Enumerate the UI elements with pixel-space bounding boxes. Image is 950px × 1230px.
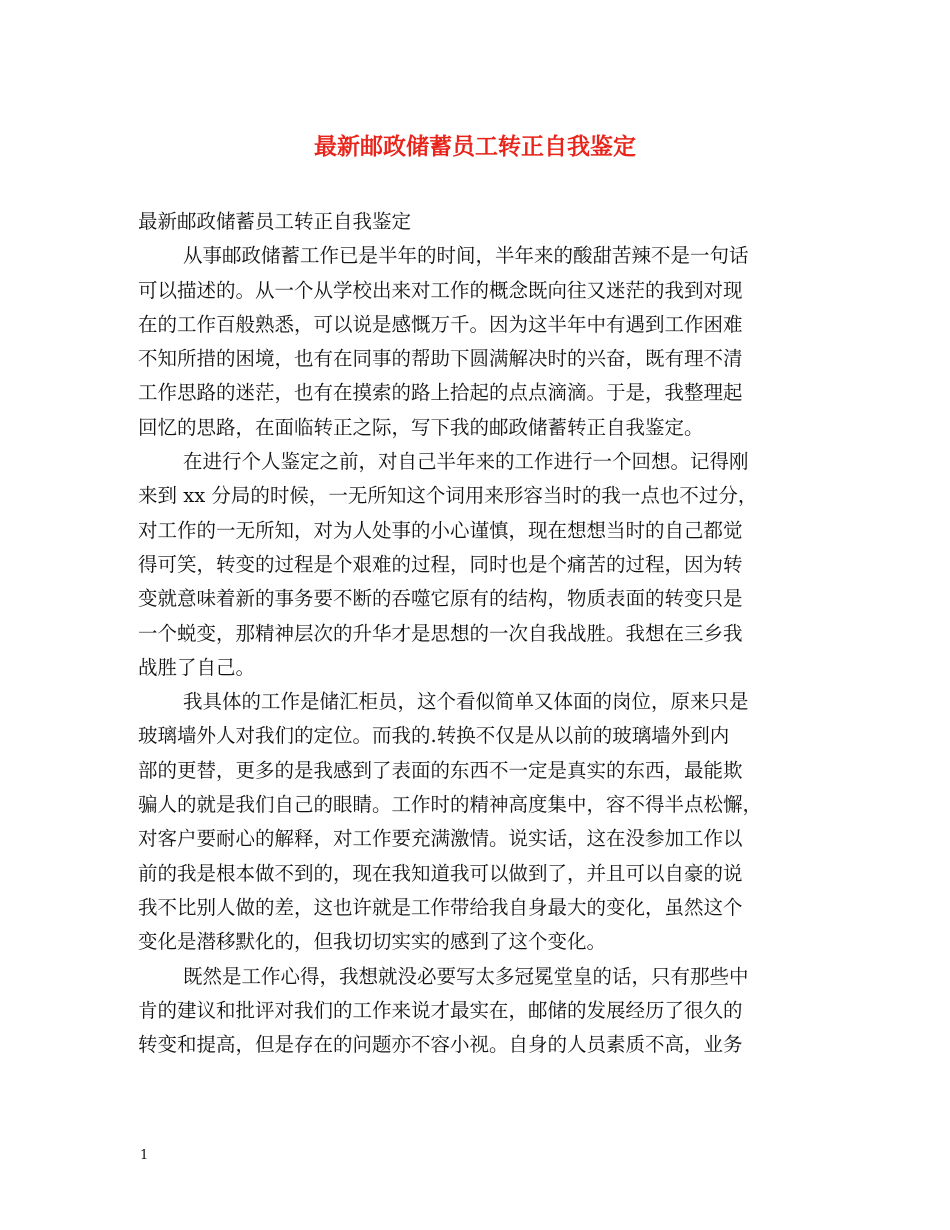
paragraph-line: 在进行个人鉴定之前，对自己半年来的工作进行一个回想。记得刚 <box>183 450 749 474</box>
paragraph-line: 可以描述的。从一个从学校出来对工作的概念既向往又迷茫的我到对现 <box>138 278 743 302</box>
paragraph-line: 来到 xx 分局的时候，一无所知这个词用来形容当时的我一点也不过分， <box>138 484 758 508</box>
paragraph-line: 肯的建议和批评对我们的工作来说才最实在，邮储的发展经历了很久的 <box>138 998 743 1022</box>
paragraph-line: 对客户要耐心的解释，对工作要充满激情。说实话，这在没参加工作以 <box>138 827 743 851</box>
paragraph-line: 部的更替，更多的是我感到了表面的东西不一定是真实的东西，最能欺 <box>138 758 743 782</box>
document-subtitle <box>138 205 818 239</box>
paragraph-line: 玻璃墙外人对我们的定位。而我的.转换不仅是从以前的玻璃墙外到内 <box>138 724 730 748</box>
paragraph-1 <box>138 239 818 445</box>
paragraph-line: 对工作的一无所知，对为人处事的小心谨慎，现在想想当时的自己都觉 <box>138 518 743 542</box>
document-title: 最新邮政储蓄员工转正自我鉴定 <box>314 134 636 160</box>
paragraph-line: 变化是潜移默化的，但我切切实实的感到了这个变化。 <box>138 930 607 954</box>
paragraph-line: 不知所措的困境，也有在同事的帮助下圆满解决时的兴奋，既有理不清 <box>138 347 743 371</box>
paragraph-line: 在的工作百般熟悉，可以说是感慨万千。因为这半年中有遇到工作困难 <box>138 312 743 336</box>
paragraph-line: 我不比别人做的差，这也许就是工作带给我自身最大的变化，虽然这个 <box>138 895 743 919</box>
document-body <box>138 205 818 1062</box>
paragraph-line: 既然是工作心得，我想就没必要写太多冠冕堂皇的话，只有那些中 <box>183 964 749 988</box>
subtitle-line: 最新邮政储蓄员工转正自我鉴定 <box>138 210 412 233</box>
paragraph-line: 战胜了自己。 <box>138 655 256 679</box>
paragraph-line: 得可笑，转变的过程是个艰难的过程，同时也是个痛苦的过程，因为转 <box>138 552 743 576</box>
paragraph-2 <box>138 445 818 685</box>
paragraph-line: 一个蜕变，那精神层次的升华才是思想的一次自我战胜。我想在三乡我 <box>138 621 743 645</box>
paragraph-line: 工作思路的迷茫，也有在摸索的路上拾起的点点滴滴。于是，我整理起 <box>138 381 743 405</box>
paragraph-3 <box>138 685 818 959</box>
paragraph-line: 从事邮政储蓄工作已是半年的时间，半年来的酸甜苦辣不是一句话 <box>183 244 749 268</box>
page-number: 1 <box>140 1148 149 1163</box>
paragraph-4 <box>138 960 818 1063</box>
paragraph-line: 回忆的思路，在面临转正之际，写下我的邮政储蓄转正自我鉴定。 <box>138 415 704 439</box>
paragraph-line: 转变和提高，但是存在的问题亦不容小视。自身的人员素质不高，业务 <box>138 1033 743 1057</box>
paragraph-line: 变就意味着新的事务要不断的吞噬它原有的结构，物质表面的转变只是 <box>138 587 743 611</box>
paragraph-line: 前的我是根本做不到的，现在我知道我可以做到了，并且可以自豪的说 <box>138 861 743 885</box>
paragraph-line: 我具体的工作是储汇柜员，这个看似简单又体面的岗位，原来只是 <box>183 690 749 714</box>
paragraph-line: 骗人的就是我们自己的眼睛。工作时的精神高度集中，容不得半点松懈， <box>138 793 763 817</box>
